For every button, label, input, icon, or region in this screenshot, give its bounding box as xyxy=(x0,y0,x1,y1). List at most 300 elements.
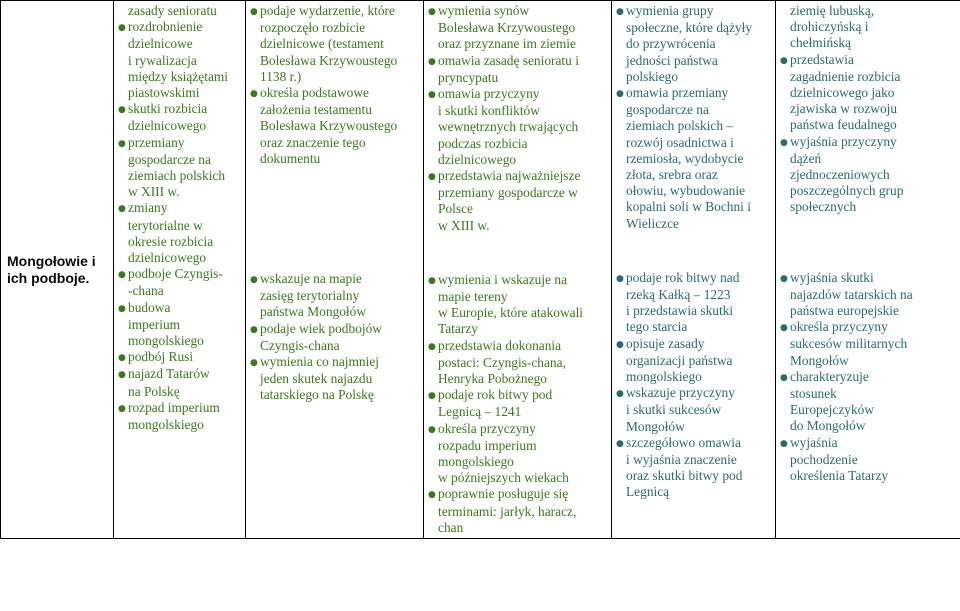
list-item xyxy=(428,152,607,168)
list-item-text: stosunek xyxy=(790,386,837,402)
bullet-icon: ● xyxy=(780,55,788,66)
bullet-icon: ● xyxy=(616,89,624,100)
list-item xyxy=(118,3,241,19)
list-item xyxy=(428,103,607,119)
list-item xyxy=(118,53,241,69)
list-item xyxy=(780,35,956,51)
list-item xyxy=(118,135,241,152)
list-item xyxy=(118,118,241,134)
list-item xyxy=(616,69,771,85)
list-item-text: Mongołów xyxy=(790,352,849,368)
list-item-text: w późniejszych wiekach xyxy=(438,470,569,486)
list-item xyxy=(780,452,956,468)
list-item xyxy=(780,402,956,418)
bullet-icon: ● xyxy=(428,341,436,352)
list-item-text: terytorialne w xyxy=(128,217,203,233)
list-item xyxy=(780,199,956,215)
grade-cell-very-good xyxy=(776,1,960,539)
bullet-icon: ● xyxy=(780,323,788,334)
list-item xyxy=(428,438,607,454)
list-item xyxy=(118,349,241,366)
bullet-icon: ● xyxy=(616,438,624,449)
list-item xyxy=(118,69,241,85)
list-item-text: do Mongołów xyxy=(790,418,866,434)
list-item-text: Henryka Pobożnego xyxy=(438,371,547,387)
list-item-text: rozpad imperium xyxy=(128,399,220,415)
list-item xyxy=(118,234,241,250)
list-item xyxy=(780,69,956,85)
list-item xyxy=(250,85,419,102)
bullet-icon: ● xyxy=(780,273,788,284)
list-item-text: mongolskiego xyxy=(438,454,514,470)
list-item xyxy=(616,118,771,134)
list-item xyxy=(118,250,241,266)
list-item-text: tatarskiego na Polskę xyxy=(260,387,374,403)
list-item-text: zjednoczeniowych xyxy=(790,167,890,183)
list-item xyxy=(616,151,771,167)
list-item-text: wyjaśnia xyxy=(790,434,838,450)
bullet-icon: ● xyxy=(428,56,436,67)
bullet-icon: ● xyxy=(428,391,436,402)
list-item-text: rzeką Kałką – 1223 xyxy=(626,287,731,303)
list-item-text: ziemiach polskich xyxy=(128,168,226,184)
list-item xyxy=(118,333,241,349)
list-item xyxy=(780,19,956,35)
list-item-text: chełmińską xyxy=(790,35,851,51)
list-item xyxy=(428,371,607,387)
bullet-icon: ● xyxy=(428,424,436,435)
list-item xyxy=(780,183,956,199)
list-item xyxy=(780,3,956,19)
list-item xyxy=(780,134,956,151)
list-item-text: gospodarcze na xyxy=(128,151,211,167)
list-item xyxy=(616,3,771,20)
grade-cell-sufficient xyxy=(246,1,424,539)
list-item-text: państwa europejskie xyxy=(790,303,899,319)
list-item-text: przemiany gospodarcze w xyxy=(438,185,578,201)
list-item-text: przedstawia dokonania xyxy=(438,337,562,353)
list-item xyxy=(780,287,956,303)
list-item-text: Bolesława Krzywoustego xyxy=(438,20,576,36)
table-row xyxy=(1,1,960,539)
list-item-text: rozwój osadnictwa i xyxy=(626,134,734,150)
list-item-text: podaje wiek podbojów xyxy=(260,320,382,336)
list-item xyxy=(428,136,607,152)
list-item-text: w Europie, które atakowali xyxy=(438,305,584,321)
list-item xyxy=(780,117,956,133)
list-item xyxy=(250,102,419,118)
list-item xyxy=(780,418,956,434)
list-item-text: dzielnicowego xyxy=(128,250,207,266)
list-item-text: terminami: jarłyk, haracz, xyxy=(438,503,577,519)
list-item-text: jeden skutek najazdu xyxy=(260,371,373,387)
list-item-text: organizacji państwa xyxy=(626,352,733,368)
list-item-text: wymienia synów xyxy=(438,3,530,18)
list-item-text: omawia przemiany xyxy=(626,85,729,101)
list-item xyxy=(616,402,771,418)
bullet-icon: ● xyxy=(250,275,258,286)
grade-list-bottom xyxy=(780,270,956,485)
list-item xyxy=(780,435,956,452)
list-item-text: najazd Tatarów xyxy=(128,366,210,382)
list-item xyxy=(428,486,607,503)
list-item xyxy=(250,338,419,354)
list-item xyxy=(250,69,419,85)
list-item-text: rozpadu imperium xyxy=(438,437,537,453)
list-item-text: omawia przyczyny xyxy=(438,86,540,102)
list-item-text: określa przyczyny xyxy=(438,420,536,436)
list-item-text: sukcesów militarnych xyxy=(790,336,908,352)
list-item xyxy=(780,101,956,117)
bullet-icon: ● xyxy=(118,353,126,364)
list-item xyxy=(616,435,771,452)
list-item xyxy=(250,304,419,320)
list-item-text: między książętami xyxy=(128,68,229,84)
topic-label: Mongołowie i ich podboje. xyxy=(7,252,96,286)
list-item-text: podbój Rusi xyxy=(128,349,194,365)
list-item xyxy=(428,70,607,86)
list-item-text: państwa feudalnego xyxy=(790,117,897,133)
list-item-text: wyjaśnia skutki xyxy=(790,269,874,285)
list-item xyxy=(428,321,607,337)
grade-list-top xyxy=(428,3,607,234)
grade-cell-satisfactory xyxy=(424,1,612,539)
list-item-text: Wieliczce xyxy=(626,215,679,231)
list-item-text: wymienia i wskazuje na xyxy=(438,271,568,287)
list-item xyxy=(428,387,607,404)
list-item xyxy=(616,20,771,36)
list-item xyxy=(780,319,956,336)
list-item xyxy=(118,168,241,184)
list-item xyxy=(780,52,956,69)
list-item xyxy=(118,184,241,200)
list-item-text: postaci: Czyngis-chana, xyxy=(438,354,566,370)
list-item-text: skutki rozbicia xyxy=(128,101,208,117)
list-item-text: Legnicą xyxy=(626,484,670,500)
list-item-text: rzemiosła, wydobycie xyxy=(626,150,744,166)
list-item-text: opisuje zasady xyxy=(626,335,705,351)
list-item xyxy=(780,270,956,287)
list-item xyxy=(780,167,956,183)
list-item-text: omawia zasadę senioratu i xyxy=(438,52,579,68)
bullet-icon: ● xyxy=(118,270,126,281)
list-item-text: dzielnicowego xyxy=(438,151,517,167)
list-item xyxy=(428,305,607,321)
list-item xyxy=(428,338,607,355)
list-item-text: mongolskiego xyxy=(626,369,702,385)
bullet-icon: ● xyxy=(250,89,258,100)
list-item-text: dążeń xyxy=(790,150,822,166)
list-item xyxy=(428,20,607,36)
list-item-text: podaje wydarzenie, które xyxy=(260,3,395,18)
list-item-text: w XIII w. xyxy=(438,217,490,233)
list-item xyxy=(616,167,771,183)
list-item xyxy=(428,201,607,217)
list-item xyxy=(616,452,771,468)
list-item-text: przedstawia xyxy=(790,51,854,67)
list-item xyxy=(616,484,771,500)
list-item-text: -chana xyxy=(128,283,164,299)
list-item-text: Legnicą – 1241 xyxy=(438,404,522,420)
list-item-text: imperium xyxy=(128,316,181,332)
list-item xyxy=(780,85,956,101)
list-item xyxy=(616,135,771,151)
bullet-icon: ● xyxy=(118,204,126,215)
list-item xyxy=(428,119,607,135)
list-item-text: budowa xyxy=(128,299,171,315)
list-item xyxy=(118,384,241,400)
list-item-text: Mongołów xyxy=(626,418,685,434)
list-item-text: piastowskimi xyxy=(128,85,200,101)
list-item-text: oraz przyznane im ziemie xyxy=(438,36,576,52)
list-item xyxy=(428,3,607,20)
list-item-text: Tatarzy xyxy=(438,321,478,337)
list-item xyxy=(616,287,771,303)
list-item-text: pryncypatu xyxy=(438,69,499,85)
list-item xyxy=(428,86,607,103)
list-item xyxy=(428,272,607,289)
list-item xyxy=(616,270,771,287)
list-item-text: polskiego xyxy=(626,68,679,84)
bullet-icon: ● xyxy=(428,275,436,286)
list-item-text: podboje Czyngis- xyxy=(128,266,223,282)
list-item-text: określa podstawowe xyxy=(260,85,369,101)
list-item xyxy=(118,266,241,283)
list-item-text: rozpoczęło rozbicie xyxy=(260,20,366,36)
bullet-icon: ● xyxy=(118,370,126,381)
list-item-text: podaje rok bitwy pod xyxy=(438,387,553,403)
grade-list-bottom xyxy=(616,270,771,501)
list-item xyxy=(118,200,241,217)
grade-list-bottom xyxy=(428,272,607,536)
list-item-text: w XIII w. xyxy=(128,184,180,200)
list-item-text: gospodarcze na xyxy=(626,102,709,118)
list-item xyxy=(428,421,607,438)
list-item xyxy=(118,85,241,101)
list-item-text: określa przyczyny xyxy=(790,319,888,335)
list-item xyxy=(616,369,771,385)
list-item-text: poszczególnych grup xyxy=(790,183,904,199)
list-item xyxy=(118,218,241,234)
list-item xyxy=(250,321,419,338)
bullet-icon: ● xyxy=(118,23,126,34)
list-item xyxy=(250,371,419,387)
list-item-text: drohiczyńską i xyxy=(790,19,869,35)
list-item xyxy=(428,168,607,185)
grade-list-top xyxy=(250,3,419,167)
list-item xyxy=(780,353,956,369)
list-item xyxy=(616,216,771,232)
list-item-text: ziemiach polskich – xyxy=(626,118,734,134)
list-item-text: i rywalizacja xyxy=(128,52,197,68)
list-item xyxy=(118,283,241,299)
list-item-text: poprawnie posługuje się xyxy=(438,486,569,502)
bullet-icon: ● xyxy=(780,137,788,148)
list-item xyxy=(118,36,241,52)
list-item-text: oraz skutki bitwy pod xyxy=(626,468,743,484)
list-item xyxy=(780,151,956,167)
list-item xyxy=(118,19,241,36)
list-item-text: pochodzenie xyxy=(790,451,858,467)
list-item-text: wewnętrznych trwających xyxy=(438,119,579,135)
list-item-text: dzielnicowe xyxy=(128,36,193,52)
list-item xyxy=(118,366,241,383)
list-item-text: na Polskę xyxy=(128,383,180,399)
list-item xyxy=(250,271,419,288)
list-item xyxy=(250,118,419,134)
list-item xyxy=(780,303,956,319)
list-item-text: zagadnienie rozbicia xyxy=(790,68,901,84)
list-item-text: ziemię lubuską, xyxy=(790,3,875,18)
content-list xyxy=(118,3,241,433)
list-item-text: zjawiska w rozwoju xyxy=(790,101,898,117)
list-item xyxy=(118,300,241,317)
list-item xyxy=(616,353,771,369)
list-item xyxy=(428,185,607,201)
list-item-text: podaje rok bitwy nad xyxy=(626,269,740,285)
list-item-text: i wyjaśnia znaczenie xyxy=(626,452,737,468)
list-item xyxy=(250,354,419,371)
list-item-text: Czyngis-chana xyxy=(260,337,340,353)
bullet-icon: ● xyxy=(118,303,126,314)
list-item-text: i przedstawia skutki xyxy=(626,303,734,319)
list-item-text: i skutki konfliktów xyxy=(438,103,540,119)
list-item xyxy=(118,101,241,118)
grade-list-top xyxy=(616,3,771,232)
list-item xyxy=(780,336,956,352)
list-item-text: wymienia co najmniej xyxy=(260,354,379,370)
list-item xyxy=(616,199,771,215)
list-item-text: dzielnicowe (testament xyxy=(260,36,384,52)
list-item xyxy=(428,470,607,486)
list-item-text: wskazuje przyczyny xyxy=(626,385,735,401)
bullet-icon: ● xyxy=(616,389,624,400)
bullet-icon: ● xyxy=(780,372,788,383)
list-item-text: wymienia grupy xyxy=(626,3,714,18)
list-item-text: społecznych xyxy=(790,199,857,215)
list-item-text: mongolskiego xyxy=(128,417,204,433)
list-item-text: kopalni soli w Bochni i xyxy=(626,199,751,215)
list-item-text: dokumentu xyxy=(260,150,321,166)
list-item-text: przemiany xyxy=(128,134,185,150)
list-item-text: charakteryzuje xyxy=(790,368,869,384)
list-item xyxy=(780,386,956,402)
list-item xyxy=(250,20,419,36)
bullet-icon: ● xyxy=(616,273,624,284)
list-item-text: mongolskiego xyxy=(128,333,204,349)
list-item-text: założenia testamentu xyxy=(260,102,372,118)
list-item-text: rozdrobnienie xyxy=(128,19,203,35)
list-item xyxy=(250,288,419,304)
grade-list-bottom xyxy=(250,271,419,404)
list-item-text: i skutki sukcesów xyxy=(626,402,722,418)
bullet-icon: ● xyxy=(118,138,126,149)
list-item-text: wyjaśnia przyczyny xyxy=(790,133,897,149)
bullet-icon: ● xyxy=(428,7,436,17)
bullet-icon: ● xyxy=(118,105,126,116)
list-item xyxy=(780,468,956,484)
list-item xyxy=(250,3,419,20)
list-item-text: określenia Tatarzy xyxy=(790,468,889,484)
bullet-icon: ● xyxy=(780,438,788,449)
list-item xyxy=(250,151,419,167)
list-item xyxy=(616,385,771,402)
list-item xyxy=(428,404,607,420)
grade-cell-good xyxy=(612,1,776,539)
list-item xyxy=(250,53,419,69)
list-item-text: Bolesława Krzywoustego xyxy=(260,118,398,134)
list-item-text: tego starcia xyxy=(626,319,688,335)
list-item xyxy=(428,520,607,536)
bullet-icon: ● xyxy=(428,90,436,101)
list-item xyxy=(118,417,241,433)
list-item xyxy=(250,36,419,52)
list-item xyxy=(118,317,241,333)
bullet-icon: ● xyxy=(250,7,258,17)
content-cell xyxy=(114,1,246,539)
list-item-text: państwa Mongołów xyxy=(260,304,367,320)
list-item-text: dzielnicowego xyxy=(128,118,207,134)
bullet-icon: ● xyxy=(428,172,436,183)
grade-list-top xyxy=(780,3,956,216)
list-item-text: najazdów tatarskich na xyxy=(790,286,913,302)
list-item-text: oraz znaczenie tego xyxy=(260,134,366,150)
list-item-text: Polsce xyxy=(438,201,473,217)
list-item xyxy=(428,36,607,52)
list-item-text: wskazuje na mapie xyxy=(260,271,362,287)
list-item-text: podczas rozbicia xyxy=(438,135,528,151)
bullet-icon: ● xyxy=(250,324,258,335)
list-item-text: ołowiu, wybudowanie xyxy=(626,183,746,199)
list-item-text: społeczne, które dążyły xyxy=(626,20,753,36)
list-item xyxy=(428,53,607,70)
list-item xyxy=(780,369,956,386)
bullet-icon: ● xyxy=(616,339,624,350)
list-item xyxy=(250,387,419,403)
list-item-text: chan xyxy=(438,519,464,535)
list-item-text: okresie rozbicia xyxy=(128,233,214,249)
bullet-icon: ● xyxy=(250,358,258,369)
list-item xyxy=(616,336,771,353)
list-item xyxy=(616,183,771,199)
bullet-icon: ● xyxy=(428,490,436,501)
list-item xyxy=(250,135,419,151)
list-item xyxy=(616,303,771,319)
list-item-text: szczegółowo omawia xyxy=(626,434,741,450)
topic-cell xyxy=(1,1,114,539)
list-item xyxy=(616,419,771,435)
list-item-text: do przywrócenia xyxy=(626,36,716,52)
bullet-icon: ● xyxy=(118,403,126,414)
list-item xyxy=(428,504,607,520)
list-item xyxy=(616,319,771,335)
list-item xyxy=(118,400,241,417)
list-item xyxy=(428,355,607,371)
list-item-text: zmiany xyxy=(128,200,168,216)
list-item xyxy=(616,102,771,118)
list-item xyxy=(428,454,607,470)
list-item xyxy=(616,36,771,52)
list-item-text: mapie tereny xyxy=(438,289,508,305)
list-item xyxy=(616,85,771,102)
list-item-text: Europejczyków xyxy=(790,402,875,418)
list-item-text: zasady senioratu xyxy=(128,3,217,18)
list-item-text: złota, srebra oraz xyxy=(626,167,718,183)
list-item xyxy=(428,218,607,234)
list-item xyxy=(616,53,771,69)
list-item-text: jedności państwa xyxy=(626,52,718,68)
bullet-icon: ● xyxy=(616,7,624,17)
